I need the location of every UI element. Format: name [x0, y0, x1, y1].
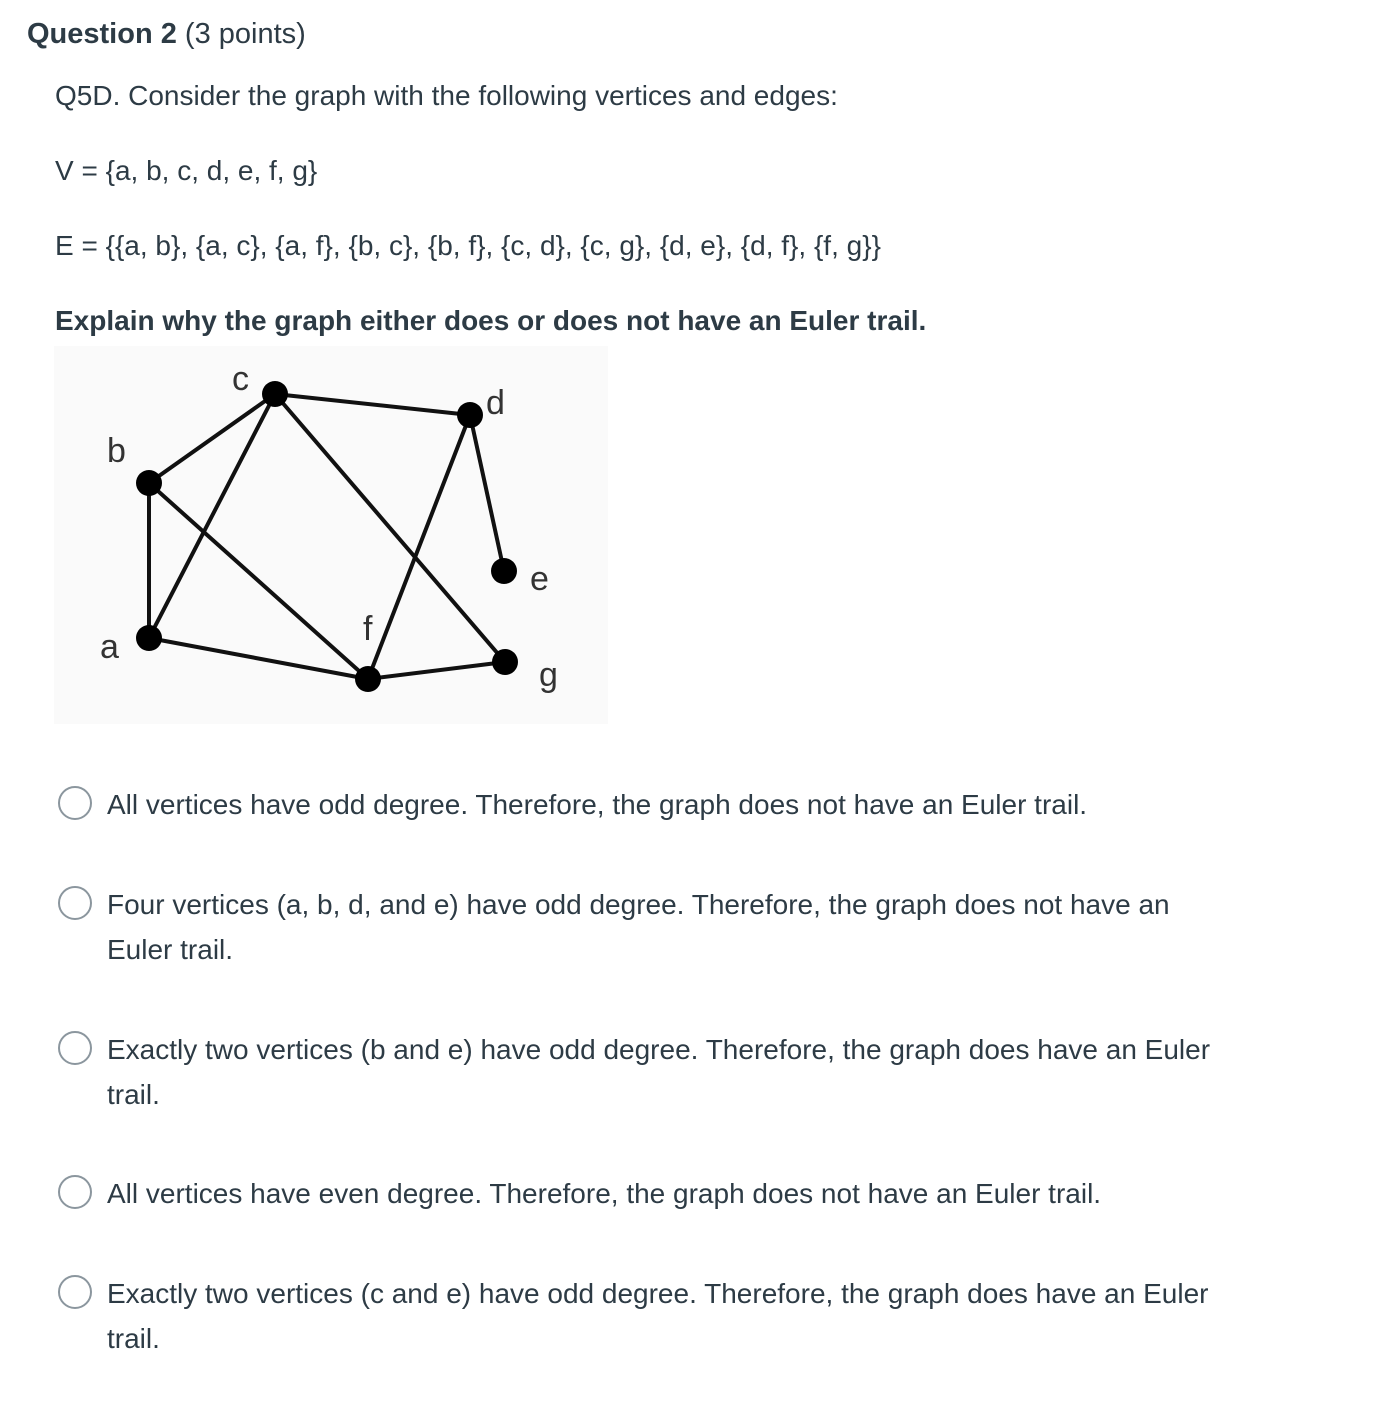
edge-d-f: [368, 415, 470, 679]
vertex-label-b: b: [107, 432, 126, 470]
answer-option-3[interactable]: [58, 1027, 1238, 1117]
question-points: (3 points): [184, 18, 306, 50]
vertex-label-a: a: [100, 628, 119, 666]
edge-b-c: [149, 394, 275, 483]
edge-a-c: [149, 394, 275, 638]
vertex-label-d: d: [486, 384, 505, 422]
graph-svg: [54, 346, 608, 724]
radio-button[interactable]: [58, 1275, 92, 1309]
edge-a-f: [149, 638, 368, 679]
answer-option-5[interactable]: [58, 1271, 1238, 1361]
vertex-c: [262, 381, 288, 407]
vertex-label-f: f: [363, 610, 373, 648]
vertex-label-c: c: [232, 360, 249, 398]
radio-button[interactable]: [58, 886, 92, 920]
vertex-label-g: g: [539, 656, 558, 694]
graph-figure: [54, 346, 608, 724]
vertex-label-e: e: [530, 560, 549, 598]
vertex-b: [136, 470, 162, 496]
edge-b-f: [149, 483, 368, 679]
vertex-f: [355, 666, 381, 692]
radio-button[interactable]: [58, 1175, 92, 1209]
edge-c-d: [275, 394, 470, 415]
answer-option-label[interactable]: Exactly two vertices (b and e) have odd degree. Therefore, the graph does have an Euler trail.: [107, 1034, 1211, 1110]
answer-option-label[interactable]: Exactly two vertices (c and e) have odd degree. Therefore, the graph does have an Euler trail.: [107, 1278, 1209, 1354]
answer-option-1[interactable]: [58, 782, 1238, 827]
radio-button[interactable]: [58, 786, 92, 820]
vertex-set: V = {a, b, c, d, e, f, g}: [55, 155, 318, 186]
edge-d-e: [470, 415, 504, 571]
answer-option-label[interactable]: Four vertices (a, b, d, and e) have odd degree. Therefore, the graph does not have an Euler trail.: [107, 889, 1170, 965]
vertex-e: [491, 558, 517, 584]
answer-option-label[interactable]: All vertices have odd degree. Therefore, the graph does not have an Euler trail.: [107, 789, 1088, 820]
answer-option-label[interactable]: All vertices have even degree. Therefore, the graph does not have an Euler trail.: [107, 1178, 1102, 1209]
question-title: Question 2: [27, 18, 177, 50]
answer-option-4[interactable]: [58, 1171, 1238, 1216]
edge-set: E = {{a, b}, {a, c}, {a, f}, {b, c}, {b, f}, {c, d}, {c, g}, {d, e}, {d, f}, {f, g}}: [55, 230, 881, 261]
question-prompt: Q5D. Consider the graph with the following vertices and edges:: [55, 80, 838, 111]
vertex-g: [492, 649, 518, 675]
edge-f-g: [368, 662, 505, 679]
question-instruction: Explain why the graph either does or does not have an Euler trail.: [55, 305, 927, 336]
vertex-a: [136, 625, 162, 651]
vertex-d: [457, 402, 483, 428]
question-header: [27, 14, 306, 54]
radio-button[interactable]: [58, 1031, 92, 1065]
answer-option-2[interactable]: [58, 882, 1238, 972]
